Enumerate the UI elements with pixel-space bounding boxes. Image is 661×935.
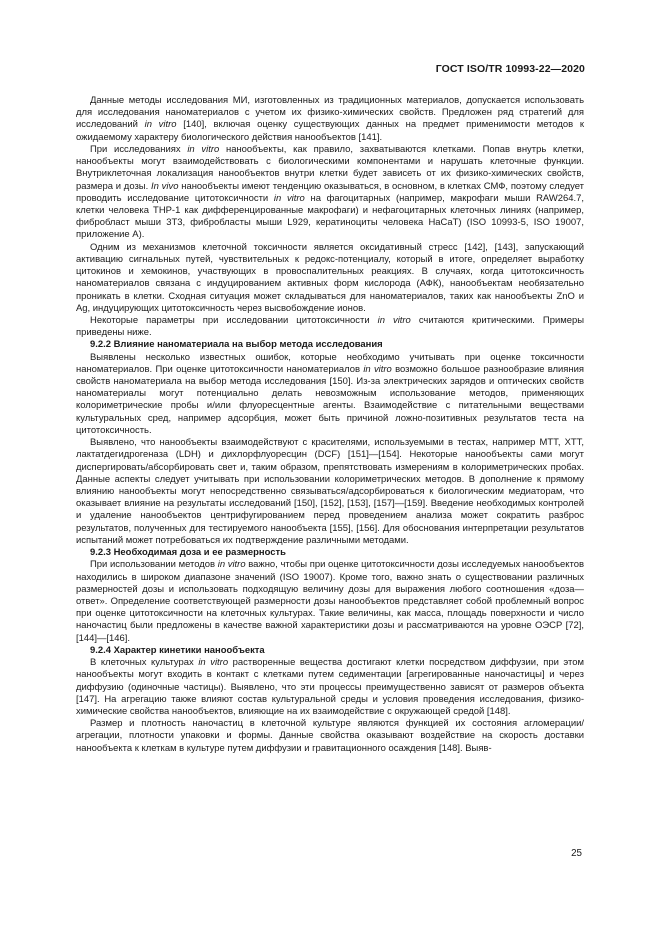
paragraph: Данные методы исследования МИ, изготовленных из традиционных материалов, допускается использовать для исследования наноматериалов с учетом их физико-химических свойств. Предложен ряд стратегий для исследований in vitro [140], включая оценку существующих данных на предмет применимости методов к ожидаемому характеру биологического действия нанообъектов [141].: [76, 95, 584, 143]
section-heading: 9.2.3 Необходимая доза и ее размерность: [90, 547, 286, 559]
section-heading: 9.2.2 Влияние наноматериала на выбор метода исследования: [90, 339, 383, 351]
section-heading: 9.2.4 Характер кинетики нанообъекта: [90, 644, 265, 656]
italic-term: in vitro: [187, 143, 220, 155]
document-body: [76, 95, 584, 755]
italic-term: in vitro: [217, 559, 246, 571]
paragraph: При использовании методов in vitro важно, чтобы при оценке цитотоксичности дозы исследуемых нанообъектов находились в широком диапазоне значений (ISO 19007). Кроме того, важно знать о существовании различных размерностей дозы и использовать подходящую величину дозы для выражения любого соотношения «доза—ответ». Определение соответствующей размерности дозы нанообъектов представляет собой проблемный вопрос при оценке цитотоксичности на клеточных культурах. Такие величины, как масса, площадь поверхности и число наночастиц были предложены в качестве важной характеристики дозы и рассматриваются на уровне ОЭСР [72], [144]—[146].: [76, 559, 584, 644]
paragraph: Некоторые параметры при исследовании цитотоксичности in vitro считаются критическими. Примеры приведены ниже.: [76, 314, 584, 339]
italic-term: In vivo: [151, 180, 179, 192]
paragraph: При исследованиях in vitro нанообъекты, как правило, захватываются клетками. Попав внутрь клетки, нанообъекты могут взаимодействовать с биологическими компонентами и нарушать клеточные функции. Внутриклеточная локализация нанообъектов внутри клетки будет зависеть от их физико-химических свойств, размера и дозы. In vivo нанообъекты имеют тенденцию оказываться, в основном, в клетках СМФ, поэтому следует проводить исследование цитотоксичности in vitro на фагоцитарных (например, макрофаги мыши RAW264.7, клетки человека THP-1 как дифференцированные макрофаги) и нефагоцитарных клеточных линиях (например, фибробласт мыши 3T3, фибробласты мыши L929, кератиноциты человека HaCaT) (ISO 10993-5, ISO 19007, приложение А).: [76, 143, 585, 241]
italic-term: in vitro: [144, 119, 177, 131]
document-header: ГОСТ ISO/TR 10993-22—2020: [435, 63, 585, 75]
paragraph: Одним из механизмов клеточной токсичности является оксидативный стресс [142], [143], запускающий активацию сигнальных путей, чувствительных к редокс-потенциалу, который в итоге, определяет выработку цитокинов и хемокинов, участвующих в провоспалительных реакциях. В случаях, когда цитотоксичность наноматериалов связана с индуцированием активных форм кислорода (АФК), нанообъектам необязательно проникать в клетки. Сходная ситуация может складываться для наноматериалов, таких как нанообъекты ZnO и Ag, индуцирующих цитотоксичность через высвобождение ионов.: [76, 241, 584, 314]
italic-term: in vitro: [363, 363, 392, 375]
italic-term: in vitro: [198, 657, 229, 669]
paragraph: Размер и плотность наночастиц в клеточной культуре являются функцией их состояния агломерации/агрегации, плотности упаковки и формы. Данные свойства оказывают воздействие на скорость доставки нанообъекта к клеткам в культуре путем диффузии и гравитационного осаждения [148]. Выяв-: [76, 718, 584, 754]
paragraph: В клеточных культурах in vitro растворенные вещества достигают клетки посредством диффузии, при этом нанообъекты могут входить в контакт с клетками путем седиментации [агрегированные наночастицы] и через диффузию (одиночные частицы). Выявлено, что эти процессы преимущественно зависят от размеров объекта [147]. На агрегацию также влияют состав культуральной среды и условия проведения исследования, физико-химические свойства нанообъектов, влияющие на их взаимодействие с окружающей средой [148].: [76, 657, 584, 717]
italic-term: in vitro: [273, 192, 305, 204]
italic-term: in vitro: [377, 314, 411, 326]
paragraph: Выявлены несколько известных ошибок, которые необходимо учитывать при оценке токсичности наноматериалов. При оценке цитотоксичности наноматериалов in vitro возможно большое разнообразие влияния свойств наноматериала на выбор метода исследования [150]. Из-за электрических зарядов и оптических свойств наноматериалы могут потенциально делать невозможным использование методов, применяющих колориметрические пробы и/или флуоресцентные агенты. Взаимодействие с питательными веществами культуральных сред, например адсорбция, может быть причиной ложно-позитивных результатов теста на цитотоксичность.: [76, 351, 585, 436]
paragraph: Выявлено, что нанообъекты взаимодействуют с красителями, используемыми в тестах, например MTT, XTT, лактатдегидрогеназа (LDH) и дихлорфлуоресцин (DCF) [151]—[154]. Некоторые нанообъекты сами могут диспергировать/абсорбировать свет и, таким образом, препятствовать измерениям в колориметрических пробах. Данные аспекты следует учитывать при использовании колориметрических методов. В дополнение к прямому влиянию нанообъекты могут непосредственно связываться/адсорбироваться к биологическим медиаторам, что оказывает влияние на результаты исследований [150], [152], [153], [157]—[159]. Введение необходимых контролей и удаление нанообъектов центрифугированием перед проведением анализа может сократить разброс результатов, полученных для тестируемого нанообъекта [155], [156]. Для обоснования интерпретации результатов испытаний может потребоваться их подтверждение различными методами.: [76, 437, 584, 546]
page-number: 25: [571, 848, 582, 859]
